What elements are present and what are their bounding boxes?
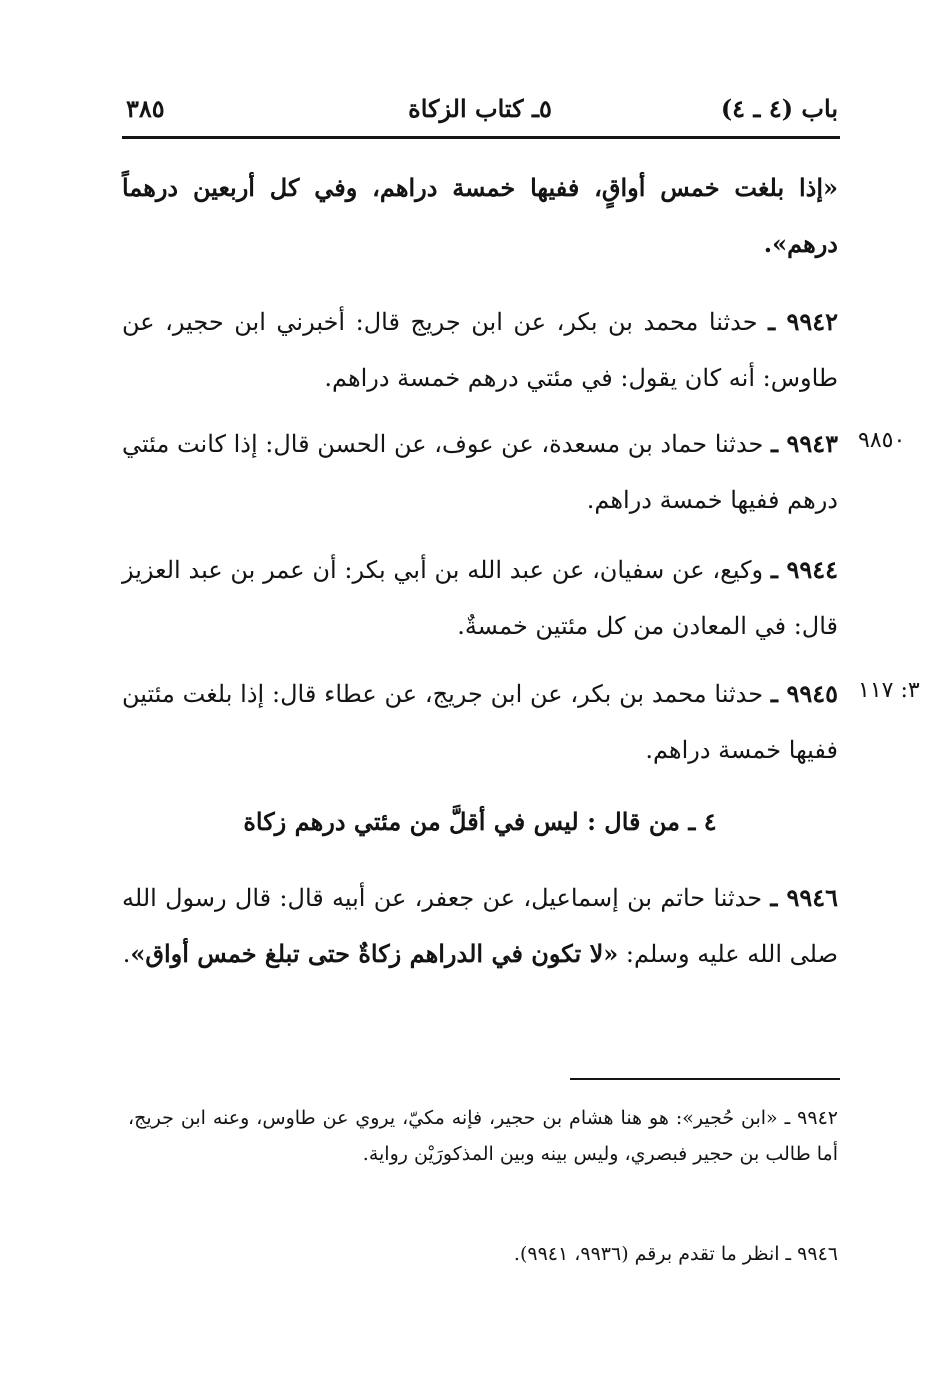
- hadith-9946: [122, 870, 838, 982]
- hadith-number: ٩٩٤٦ ـ: [770, 883, 838, 912]
- hadith-text: حدثنا حماد بن مسعدة، عن عوف، عن الحسن قال: إذا كانت مئتي درهم ففيها خمسة دراهم.: [122, 430, 838, 514]
- hadith-text: وكيع، عن سفيان، عن عبد الله بن أبي بكر: أن عمر بن عبد العزيز قال: في المعادن من كل مئتين خمسةٌ.: [122, 556, 838, 640]
- footnote: ٩٩٤٦ ـ انظر ما تقدم برقم (٩٩٣٦، ٩٩٤١).: [513, 1243, 838, 1265]
- hadith-9945: [122, 666, 838, 778]
- margin-reference: ٩٨٥٠: [858, 428, 906, 453]
- hadith-9943: [122, 416, 838, 528]
- footnote-separator: [570, 1078, 840, 1080]
- hadith-quote: «لا تكون في الدراهم زكاةٌ حتى تبلغ خمس أواق»: [130, 939, 619, 968]
- page-number: ٣٨٥: [126, 94, 165, 123]
- footnote: ٩٩٤٢ ـ «ابن حُجير»: هو هنا هشام بن حجير، فإنه مكيّ، يروي عن طاوس، وعنه ابن جريج، أما طالب بن حجير فبصري، وليس بينه وبين المذكورَيْن رواية.: [128, 1107, 838, 1165]
- paragraph-continuation: [122, 160, 838, 272]
- chapter-reference: باب (٤ ـ ٤): [720, 94, 838, 123]
- margin-reference: ٣: ١١٧: [858, 678, 920, 703]
- hadith-9942: [122, 294, 838, 406]
- hadith-number: ٩٩٤٥ ـ: [770, 679, 838, 708]
- header-rule: [122, 136, 840, 139]
- hadith-9944: [122, 542, 838, 654]
- book-title: ٥ـ كتاب الزكاة: [408, 94, 552, 123]
- hadith-number: ٩٩٤٤ ـ: [770, 555, 838, 584]
- hadith-text: حدثنا محمد بن بكر، عن ابن جريج قال: أخبرني ابن حجير، عن طاوس: أنه كان يقول: في مئتي درهم خمسة دراهم.: [122, 308, 838, 392]
- hadith-tail: .: [122, 940, 131, 968]
- section-heading: ٤ ـ من قال : ليس في أقلَّ من مئتي درهم زكاة: [243, 807, 717, 836]
- hadith-text: حدثنا محمد بن بكر، عن ابن جريج، عن عطاء قال: إذا بلغت مئتين ففيها خمسة دراهم.: [122, 680, 838, 764]
- hadith-text: حدثنا حاتم بن إسماعيل، عن جعفر، عن أبيه قال: قال رسول الله صلى الله عليه وسلم:: [122, 884, 838, 968]
- hadith-number: ٩٩٤٣ ـ: [771, 429, 839, 458]
- hadith-quote: «إذا بلغت خمس أواقٍ، ففيها خمسة دراهم، وفي كل أربعين درهماً درهم».: [122, 173, 838, 258]
- hadith-number: ٩٩٤٢ ـ: [768, 307, 838, 336]
- running-header: [122, 88, 838, 128]
